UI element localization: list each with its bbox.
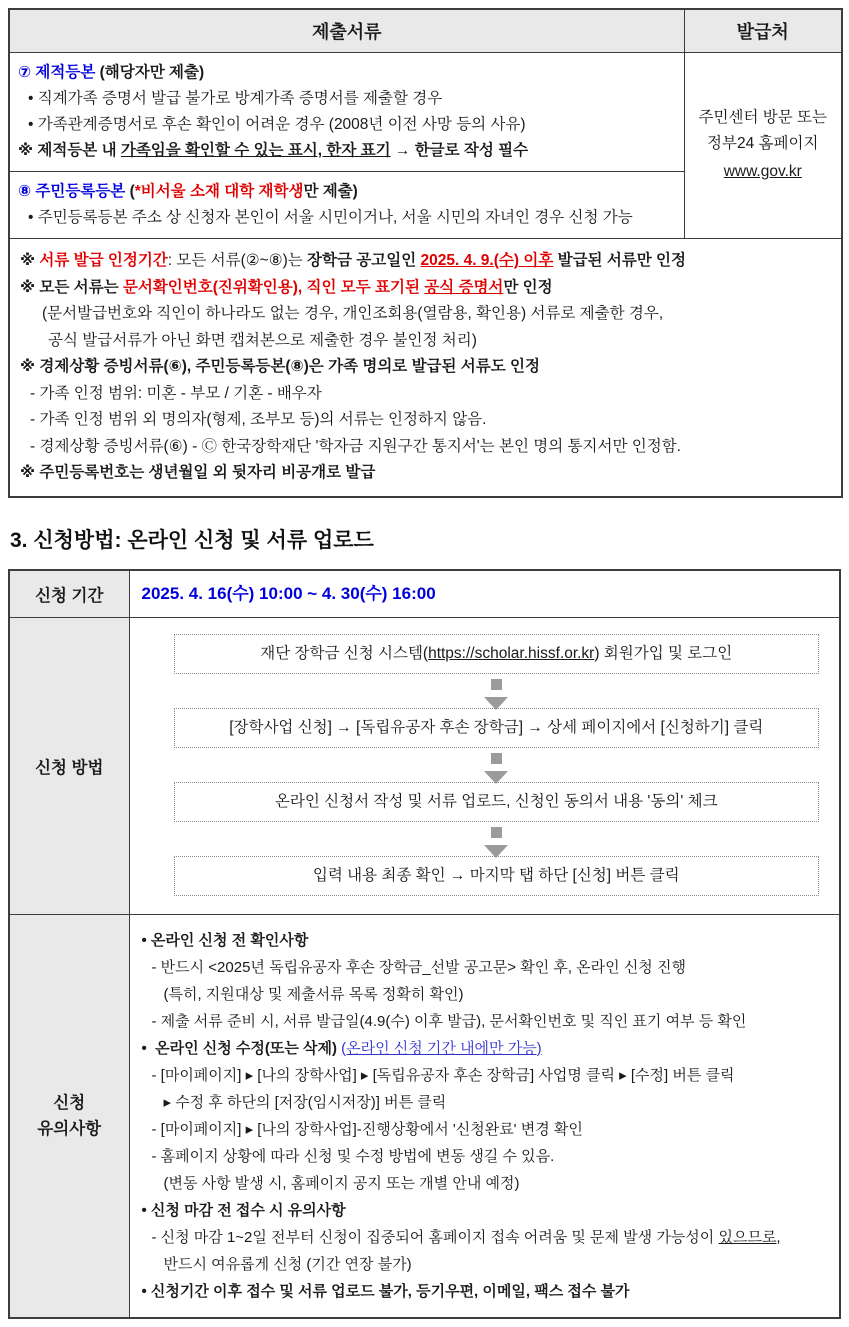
- text-segment: • 온라인 신청 수정(또는 삭제): [141, 1039, 342, 1057]
- text-segment: - 신청 마감 1~2일 전부터 신청이 집중되어 홈페이지 접속 어려움 및 문제 발생 가능성이: [151, 1228, 719, 1246]
- table-row: [9, 914, 840, 1318]
- text-segment: ※: [20, 252, 40, 269]
- text-segment: • 주민등록등본 주소 상 신청자 본인이 서울 시민이거나, 서울 시민의 자녀인 경우 신청 가능: [28, 209, 633, 226]
- text-line: [20, 354, 831, 381]
- table-header-row: [9, 9, 842, 53]
- text-line: [181, 716, 813, 740]
- text-line: [20, 460, 831, 487]
- text-segment: (: [125, 183, 135, 200]
- inline-link[interactable]: 있으므로,: [718, 1228, 781, 1246]
- text-segment: - 홈페이지 상황에 따라 신청 및 수정 방법에 변동 생길 수 있음.: [151, 1147, 555, 1165]
- flow-step-signup: [174, 634, 820, 674]
- inline-link[interactable]: https://scholar.hissf.or.kr: [428, 644, 595, 662]
- submission-docs-table: [8, 8, 843, 498]
- text-line: [142, 954, 834, 981]
- text-line: [181, 790, 813, 814]
- text-line: [18, 86, 676, 112]
- text-line: [18, 138, 676, 164]
- table-row: [9, 239, 842, 497]
- text-line: [142, 1251, 834, 1278]
- text-segment: ▸ 수정 후 하단의 [저장(임시저장)] 버튼 클릭: [163, 1093, 447, 1111]
- text-segment: [장학사업 신청] → [독립유공자 후손 장학금] → 상세 페이지에서 [신청하기] 클릭: [229, 718, 764, 736]
- text-segment: (변동 사항 발생 시, 홈페이지 공지 또는 개별 안내 예정): [163, 1174, 520, 1192]
- text-segment: 공식 증명서: [424, 278, 504, 296]
- text-line: [20, 434, 831, 461]
- text-segment: 주민센터 방문 또는: [698, 108, 827, 126]
- table-row: [9, 53, 842, 172]
- text-segment: • 온라인 신청 전 확인사항: [141, 931, 309, 949]
- text-line: [142, 981, 834, 1008]
- arrow-down-icon: [174, 753, 820, 777]
- table-row: [9, 570, 840, 618]
- text-segment: (문서발급번호와 직인이 하나라도 없는 경우, 개인조회용(열람용, 확인용) 서류로 제출한 경우,: [42, 305, 664, 322]
- text-segment: 문서확인번호(진위확인용), 직인 모두 표기된: [122, 278, 425, 296]
- text-line: [12, 1090, 127, 1116]
- flow-step-navigate: [174, 708, 820, 748]
- text-segment: - [마이페이지] ▸ [나의 장학사업]-진행상황에서 '신청완료' 변경 확인: [151, 1120, 583, 1138]
- text-segment: • 가족관계증명서로 후손 확인이 어려운 경우 (2008년 이전 사망 등의 사유): [28, 116, 526, 133]
- text-segment: 만 인정: [503, 278, 553, 296]
- text-segment: 발급된 서류만 인정: [553, 252, 687, 269]
- text-segment: 정부24 홈페이지: [707, 134, 819, 152]
- text-segment: 장학금 공고일인: [307, 252, 421, 269]
- text-segment: 유의사항: [37, 1119, 102, 1138]
- text-line: [142, 927, 834, 954]
- row-7-jejeok-deungbon: [9, 53, 684, 172]
- text-segment: - 반드시 <2025년 독립유공자 후손 장학금_선발 공고문> 확인 후, 온라인 신청 진행: [151, 958, 686, 976]
- text-segment: - 경제상황 증빙서류(⑥) - Ⓒ 한국장학재단 '학자금 지원구간 통지서'는 본인 명의 통지서만 인정함.: [30, 437, 681, 455]
- text-line: [20, 328, 831, 355]
- apply-cautions: [129, 914, 840, 1318]
- text-segment: • 신청기간 이후 접수 및 서류 업로드 불가, 등기우편, 이메일, 팩스 접수 불가: [141, 1282, 630, 1300]
- text-segment: ※ 주민등록번호는 생년월일 외 뒷자리 비공개로 발급: [20, 464, 376, 481]
- gov24-link[interactable]: www.gov.kr: [723, 162, 802, 180]
- text-line: [142, 1197, 834, 1224]
- arrow-down-icon: [174, 679, 820, 703]
- text-segment: 서류 발급 인정기간: [39, 252, 168, 269]
- text-segment: (특히, 지원대상 및 제출서류 목록 정확히 확인): [163, 985, 464, 1003]
- apply-method-flow: [129, 617, 840, 914]
- arrow-down-icon: [174, 827, 820, 851]
- text-segment: ⑧ 주민등록등본: [18, 183, 126, 200]
- issuer-text: [686, 105, 841, 157]
- text-line: [142, 581, 828, 607]
- header-issuer: 발급처: [684, 9, 842, 53]
- text-segment: 온라인 신청서 작성 및 서류 업로드, 신청인 동의서 내용 '동의' 체크: [274, 792, 718, 810]
- text-line: [142, 1224, 834, 1251]
- text-line: [18, 205, 676, 231]
- text-line: [20, 381, 831, 408]
- text-line: [18, 60, 676, 86]
- row-8-jumin-deungbon: [9, 172, 684, 239]
- header-submission-docs: 제출서류: [9, 9, 684, 53]
- flow-step-submit: [174, 856, 820, 896]
- text-segment: 재단 장학금 신청 시스템(: [260, 644, 429, 662]
- text-segment: 신청: [53, 1093, 86, 1112]
- text-line: [142, 1143, 834, 1170]
- text-segment: - 가족 인정 범위 외 명의자(형제, 조부모 등)의 서류는 인정하지 않음.: [30, 411, 487, 428]
- text-segment: - 제출 서류 준비 시, 서류 발급일(4.9(수) 이후 발급), 문서확인번호 및 직인 표기 여부 등 확인: [151, 1012, 747, 1030]
- text-segment: : 모든 서류(②~⑧)는: [167, 252, 308, 269]
- issuer-cell: [684, 53, 842, 239]
- text-line: [181, 864, 813, 888]
- text-segment: - [마이페이지] ▸ [나의 장학사업] ▸ [독립유공자 후손 장학금] 사업명 클릭 ▸ [수정] 버튼 클릭: [151, 1066, 735, 1084]
- text-segment: ※ 모든 서류는: [20, 278, 123, 296]
- text-line: [20, 301, 831, 328]
- text-segment: ) 회원가입 및 로그인: [594, 644, 733, 662]
- text-segment: 가족임을 확인할 수 있는 표시, 한자 표기: [120, 142, 391, 159]
- text-line: [18, 112, 676, 138]
- text-line: [20, 407, 831, 434]
- table-row: [9, 617, 840, 914]
- text-line: [142, 1035, 834, 1062]
- text-segment: ※ 경제상황 증빙서류(⑥), 주민등록등본(⑧)은 가족 명의로 발급된 서류도 인정: [20, 358, 540, 375]
- label-apply-period: 신청 기간: [9, 570, 129, 618]
- application-method-table: [8, 569, 841, 1319]
- text-segment: 반드시 여유롭게 신청 (기간 연장 불가): [163, 1255, 412, 1273]
- text-line: [181, 642, 813, 666]
- apply-period-value: [129, 570, 840, 618]
- text-segment: ※ 제적등본 내: [18, 142, 121, 159]
- text-line: [686, 131, 841, 157]
- text-line: [142, 1008, 834, 1035]
- text-segment: 만 제출): [303, 183, 358, 200]
- text-line: [142, 1062, 834, 1089]
- text-line: [20, 275, 831, 302]
- text-segment: ⑦ 제적등본: [18, 64, 96, 81]
- text-segment: → 한글로 작성 필수: [390, 142, 529, 159]
- text-segment: • 신청 마감 전 접수 시 유의사항: [141, 1201, 346, 1219]
- inline-link[interactable]: (온라인 신청 기간 내에만 가능): [341, 1039, 542, 1057]
- text-segment: 2025. 4. 9.(수) 이후: [420, 252, 554, 269]
- text-line: [142, 1116, 834, 1143]
- text-line: [12, 1116, 127, 1142]
- text-line: [18, 179, 676, 205]
- label-apply-cautions: [9, 914, 129, 1318]
- document-notes: [9, 239, 842, 497]
- section-3-heading: 3. 신청방법: 온라인 신청 및 서류 업로드: [10, 528, 374, 552]
- text-line: [686, 105, 841, 131]
- text-segment: (해당자만 제출): [95, 64, 205, 81]
- text-line: [142, 1170, 834, 1197]
- text-segment: 공식 발급서류가 아닌 화면 캡쳐본으로 제출한 경우 불인정 처리): [48, 331, 477, 349]
- text-segment: - 가족 인정 범위: 미혼 - 부모 / 기혼 - 배우자: [30, 384, 322, 402]
- text-segment: *비서울 소재 대학 재학생: [134, 183, 304, 200]
- text-line: [142, 1089, 834, 1116]
- flow-step-fill-upload: [174, 782, 820, 822]
- text-segment: 입력 내용 최종 확인 → 마지막 탭 하단 [신청] 버튼 클릭: [312, 866, 680, 884]
- label-apply-method: 신청 방법: [9, 617, 129, 914]
- text-segment: 2025. 4. 16(수) 10:00 ~ 4. 30(수) 16:00: [141, 583, 436, 603]
- text-line: [142, 1278, 834, 1305]
- text-segment: • 직계가족 증명서 발급 불가로 방계가족 증명서를 제출할 경우: [28, 90, 443, 107]
- text-line: [20, 248, 831, 275]
